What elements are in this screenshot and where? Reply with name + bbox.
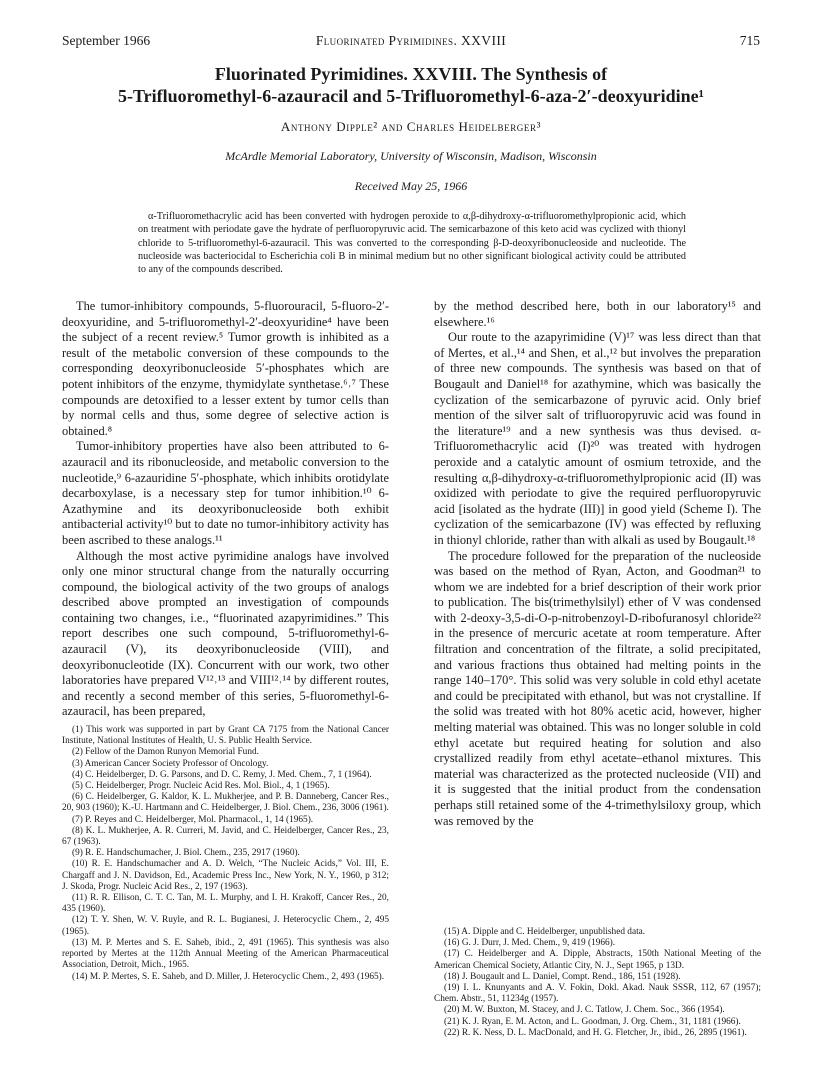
right-column: [434, 299, 761, 829]
abstract: α-Trifluoromethacrylic acid has been converted with hydrogen peroxide to α,β-dihydroxy-α-trifluoromethylpropionic acid, which on treatment with periodate gave the hydrate of perfluoropyruvic acid. The semicarbazone of this keto acid was cyclized with thionyl chloride to 5-trifluoromethyl-6-azauracil. This was converted to the corresponding β-D-deoxyribonucleoside and nucleotide. The nucleoside was bacteriocidal to Escherichia coli B in minimal medium but no other significant biological activity could be attributed to any of the compounds described.: [138, 211, 686, 276]
body-paragraph: by the method described here, both in our laboratory¹⁵ and elsewhere.¹⁶: [434, 299, 761, 329]
received-date: Received May 25, 1966: [354, 179, 468, 193]
footnote: (15) A. Dipple and C. Heidelberger, unpublished data.: [444, 927, 646, 937]
footnotes-left: [62, 725, 389, 983]
footnote: (6) C. Heidelberger, G. Kaldor, K. L. Mukherjee, and P. B. Danneberg, Cancer Res., 20, 903 (1960); K.-U. Hartmann and C. Heidelberger, J. Biol. Chem., 236, 3006 (1961).: [62, 792, 389, 814]
body-paragraph: Tumor-inhibitory properties have also been attributed to 6-azauracil and its ribonucleoside, and metabolic conversion to the nucleotide,⁹ 6-azauridine 5′-phosphate, which inhibits orotidylate decarboxylase, is a necessary step for tumor inhibition.¹⁰ 6-Azathymine and its deoxyribonucleoside both exhibit antibacterial activity¹⁰ but to date no tumor-inhibitory activity has been ascribed to these analogs.¹¹: [62, 439, 389, 547]
footnote: (20) M. W. Buxton, M. Stacey, and J. C. Tatlow, J. Chem. Soc., 366 (1954).: [444, 1005, 725, 1016]
authors: Anthony Dipple² and Charles Heidelberger³: [280, 119, 542, 134]
footnote: (8) K. L. Mukherjee, A. R. Curreri, M. Javid, and C. Heidelberger, Cancer Res., 23, 67 (1963).: [62, 825, 389, 848]
footnote: (22) R. K. Ness, D. L. MacDonald, and H. G. Fletcher, Jr., ibid., 26, 2895 (1961).: [444, 1027, 747, 1038]
footnote: (4) C. Heidelberger, D. G. Parsons, and D. C. Remy, J. Med. Chem., 7, 1 (1964).: [72, 769, 372, 780]
footnote: (7) P. Reyes and C. Heidelberger, Mol. Pharmacol., 1, 14 (1965).: [72, 814, 314, 825]
footnote: (10) R. E. Handschumacher and A. D. Welch, “The Nucleic Acids,” Vol. III, E. Chargaff and J. N. Davidson, Ed., Academic Press Inc., New York, N. Y., 1960, p 312; J. Skoda, Progr. Nucleic Acid Res., 2, 197 (1963).: [62, 859, 389, 892]
journal-date: September 1966: [62, 33, 151, 48]
footnote: (1) This work was supported in part by Grant CA 7175 from the National Cancer Institute, National Institutes of Health, U. S. Public Health Service.: [62, 725, 389, 747]
footnote: (21) K. J. Ryan, E. M. Acton, and L. Goodman, J. Org. Chem., 31, 1181 (1966).: [444, 1016, 741, 1027]
footnote: (13) M. P. Mertes and S. E. Saheb, ibid., 2, 491 (1965). This synthesis was also reported by Mertes at the 112th Annual Meeting of the American Pharmaceutical Association, Detroit, Mich., 1965.: [62, 937, 389, 971]
footnote: (14) M. P. Mertes, S. E. Saheb, and D. Miller, J. Heterocyclic Chem., 2, 493 (1965).: [72, 971, 385, 982]
footnote: (19) I. L. Knunyants and A. V. Fokin, Dokl. Akad. Nauk SSSR, 112, 67 (1957); Chem. Abstr., 51, 11234g (1957).: [434, 983, 761, 1005]
body-paragraph: The tumor-inhibitory compounds, 5-fluorouracil, 5-fluoro-2′-deoxyuridine, and 5-trifluoromethyl-2′-deoxyuridine⁴ have been the subject of a recent review.⁵ Tumor growth is inhibited as a result of the metabolic conversion of these compounds to the corresponding deoxyribonucleoside 5′-phosphates which are potent inhibitors of the enzyme, thymidylate synthetase.⁶˒⁷ These compounds are detoxified to a lesser extent by tumor cells than by normal cells and thus, some degree of selective action is obtained.⁸: [62, 299, 389, 438]
title-line-2: 5-Trifluoromethyl-6-azauracil and 5-Trifluoromethyl-6-aza-2′-deoxyuridine¹: [117, 86, 705, 106]
footnotes-right: [434, 927, 761, 1039]
page-number: 715: [739, 33, 760, 48]
running-title: Fluorinated Pyrimidines. XXVIII: [315, 33, 507, 48]
footnote: (16) G. J. Durr, J. Med. Chem., 9, 419 (1966).: [444, 938, 616, 949]
footnote: (9) R. E. Handschumacher, J. Biol. Chem., 235, 2917 (1960).: [72, 848, 300, 859]
body-paragraph: The procedure followed for the preparation of the nucleoside was based on the method of Ryan, Acton, and Goodman²¹ to whom we are indebted for a brief description of their work prior to publication. The bis(trimethylsilyl) ether of V was condensed with 2-deoxy-3,5-di-O-p-nitrobenzoyl-D-ribofuranosyl chloride²² in the presence of mercuric acetate at room temperature. After filtration and concentration of the filtrate, a solid precipitated, and various fractions thus obtained had melting points in the range 140–170°. This solid was very soluble in cold ethyl acetate and could be precipitated with ethanol, but was not crystalline. If the solid was treated with hot 80% acetic acid, however, higher melting material was obtained. This was no longer soluble in cold ethyl acetate but required heating for solution and also crystallized readily from ethyl acetate–ethanol mixtures. This material was characterized as the protected nucleoside (VII) and it is suggested that the initial product from the condensation perhaps still retained some of the 4-trimethylsiloxy group, which was removed by the: [434, 548, 761, 828]
body-paragraph: Although the most active pyrimidine analogs have involved only one minor structural change from the naturally occurring compound, the biological activity of the two groups of analogs described above prompted an investigation of compounds containing two changes, i.e., “fluorinated azapyrimidines.” This report describes one such compound, 5-trifluoromethyl-6-azauracil (V), its deoxyribonucleoside (VIII), and deoxyribonucleotide (IX). Concurrent with our work, two other laboratories have prepared V¹²˒¹³ and VIII¹²˒¹⁴ by different routes, and recently a second member of this series, 5-fluoromethyl-6-azauracil, has been prepared,: [62, 548, 389, 719]
page-header: [62, 33, 760, 49]
footnote: (18) J. Bougault and L. Daniel, Compt. Rend., 186, 151 (1928).: [444, 971, 681, 982]
left-column: [62, 299, 389, 983]
footnote: (2) Fellow of the Damon Runyon Memorial Fund.: [72, 747, 259, 758]
footnote: (17) C. Heidelberger and A. Dipple, Abstracts, 150th National Meeting of the American Chemical Society, Atlantic City, N. J., Sept 1965, p 13D.: [434, 949, 761, 971]
article-title: [62, 63, 760, 107]
footnote: (3) American Cancer Society Professor of Oncology.: [72, 758, 269, 769]
body-paragraph: Our route to the azapyrimidine (V)¹⁷ was less direct than that of Mertes, et al.,¹⁴ and Shen, et al.,¹² but involves the preparation of three new compounds. The synthesis was based on that of Bougault and Daniel¹⁸ for azathymine, which was basically the cyclization of the semicarbazone of pyruvic acid. Only brief mention of the silver salt of trifluoropyruvic acid was found in the literature¹⁹ and a new synthesis was thus devised. α-Trifluoromethacrylic acid (I)²⁰ was treated with hydrogen peroxide and a catalytic amount of osmium tetroxide, and the resulting α,β-dihydroxy-α-trifluoromethylpropionic acid (II) was oxidized with periodate to give the required perfluoropyruvic acid [isolated as the hydrate (III)] in good yield (Scheme I). The cyclization of the semicarbazone (IV) was effected by refluxing in thionyl chloride, rather than with alkali as used by Bougault.¹⁸: [434, 330, 761, 547]
footnote: (12) T. Y. Shen, W. V. Ruyle, and R. L. Bugianesi, J. Heterocyclic Chem., 2, 495 (1965).: [62, 915, 389, 937]
affiliation: McArdle Memorial Laboratory, University of Wisconsin, Madison, Wisconsin: [225, 149, 597, 163]
footnote: (5) C. Heidelberger, Progr. Nucleic Acid Res. Mol. Biol., 4, 1 (1965).: [72, 781, 330, 792]
title-line-1: Fluorinated Pyrimidines. XXVIII. The Synthesis of: [214, 64, 608, 84]
footnote: (11) R. R. Ellison, C. T. C. Tan, M. L. Murphy, and I. H. Krakoff, Cancer Res., 20, 435 (1960).: [62, 893, 389, 915]
